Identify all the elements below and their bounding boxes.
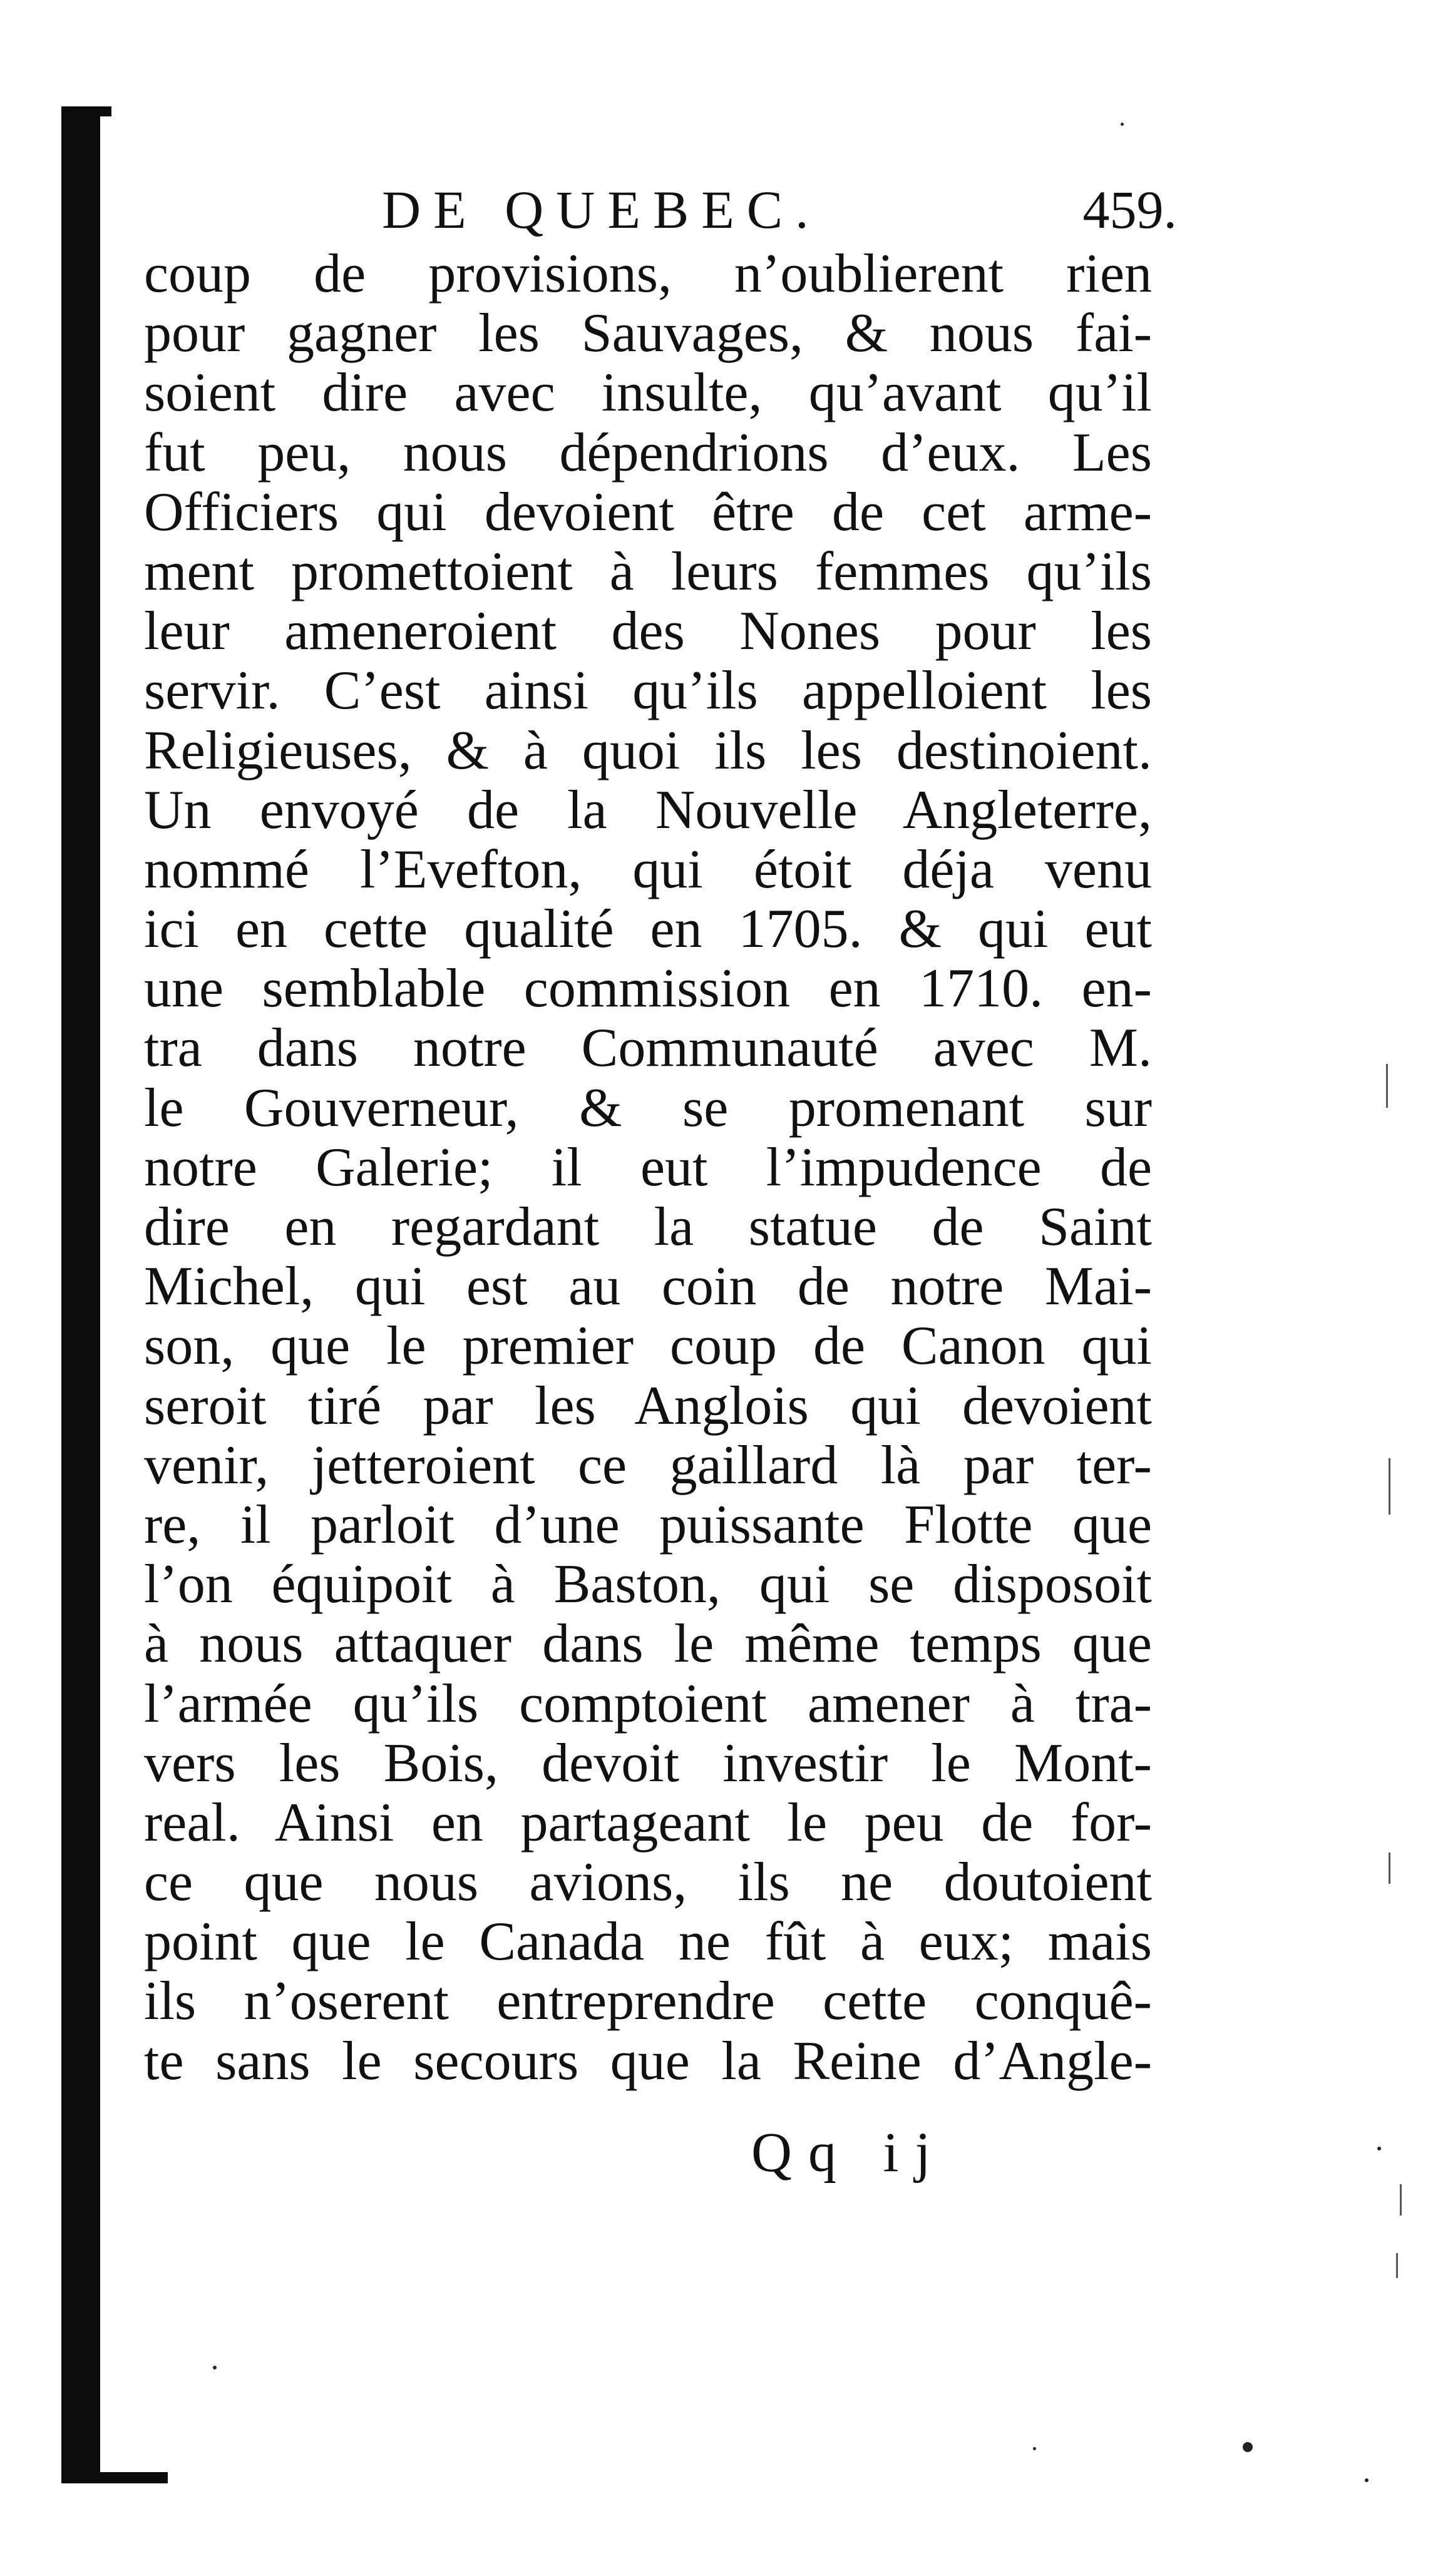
- text-line: pour gagner les Sauvages, & nous fai-: [144, 304, 1152, 364]
- text-line: une semblable commission en 1710. en-: [144, 959, 1152, 1019]
- text-line: ce que nous avions, ils ne doutoient: [144, 1853, 1152, 1913]
- binding-edge-top-cap: [61, 106, 111, 116]
- binding-edge-bottom-cap: [61, 2472, 168, 2483]
- running-head: [382, 175, 1177, 244]
- scan-speck: [213, 2366, 217, 2369]
- text-line: Officiers qui devoient être de cet arme-: [144, 482, 1152, 542]
- scan-edge-mark: [1389, 1853, 1390, 1884]
- text-line: vers les Bois, devoit investir le Mont-: [144, 1733, 1152, 1793]
- text-line: leur ameneroient des Nones pour les: [144, 601, 1152, 662]
- text-line: ment promettoient à leurs femmes qu’ils: [144, 541, 1152, 602]
- scan-speck: [1121, 123, 1124, 126]
- text-line: l’armée qu’ils comptoient amener à tra-: [144, 1674, 1152, 1734]
- scan-speck: [1377, 2147, 1381, 2150]
- running-title: DE QUEBEC.: [382, 180, 821, 240]
- scan-speck: [1243, 2442, 1253, 2452]
- text-line: tra dans notre Communauté avec M.: [144, 1018, 1152, 1078]
- scan-edge-mark: [1396, 2253, 1398, 2278]
- text-line: re, il parloit d’une puissante Flotte que: [144, 1495, 1152, 1555]
- text-line: Religieuses, & à quoi ils les destinoient.: [144, 720, 1152, 780]
- scan-speck: [1033, 2447, 1036, 2450]
- text-line: ils n’oserent entreprendre cette conquê-: [144, 1971, 1152, 2032]
- text-line: l’on équipoit à Baston, qui se disposoit: [144, 1555, 1152, 1615]
- text-line: dire en regardant la statue de Saint: [144, 1197, 1152, 1257]
- text-line: à nous attaquer dans le même temps que: [144, 1614, 1152, 1674]
- text-line: servir. C’est ainsi qu’ils appelloient les: [144, 661, 1152, 721]
- scan-edge-mark: [1389, 1458, 1390, 1515]
- text-line: fut peu, nous dépendrions d’eux. Les: [144, 422, 1152, 483]
- signature-mark: Qq ij: [751, 2122, 947, 2184]
- text-line: venir, jetteroient ce gaillard là par ter-: [144, 1435, 1152, 1495]
- page-number: 459.: [1082, 180, 1177, 240]
- scan-edge-mark: [1400, 2184, 1402, 2216]
- binding-edge-bar: [61, 110, 100, 2482]
- body-text: [144, 244, 1152, 2091]
- text-line: Michel, qui est au coin de notre Mai-: [144, 1257, 1152, 1317]
- text-line: notre Galerie; il eut l’impudence de: [144, 1137, 1152, 1197]
- text-line: ici en cette qualité en 1705. & qui eut: [144, 899, 1152, 959]
- text-line: te sans le secours que la Reine d’Angle-: [144, 2031, 1152, 2091]
- text-line: seroit tiré par les Anglois qui devoient: [144, 1376, 1152, 1436]
- scan-speck: [1365, 2478, 1369, 2482]
- text-line: nommé l’Evefton, qui étoit déja venu: [144, 839, 1152, 900]
- text-line: le Gouverneur, & se promenant sur: [144, 1078, 1152, 1138]
- text-line: coup de provisions, n’oublierent rien: [144, 244, 1152, 304]
- text-line: son, que le premier coup de Canon qui: [144, 1316, 1152, 1376]
- text-line: point que le Canada ne fût à eux; mais: [144, 1912, 1152, 1972]
- text-line: real. Ainsi en partageant le peu de for-: [144, 1792, 1152, 1853]
- scan-edge-mark: [1386, 1064, 1388, 1108]
- text-line: Un envoyé de la Nouvelle Angleterre,: [144, 780, 1152, 840]
- text-line: soient dire avec insulte, qu’avant qu’il: [144, 363, 1152, 423]
